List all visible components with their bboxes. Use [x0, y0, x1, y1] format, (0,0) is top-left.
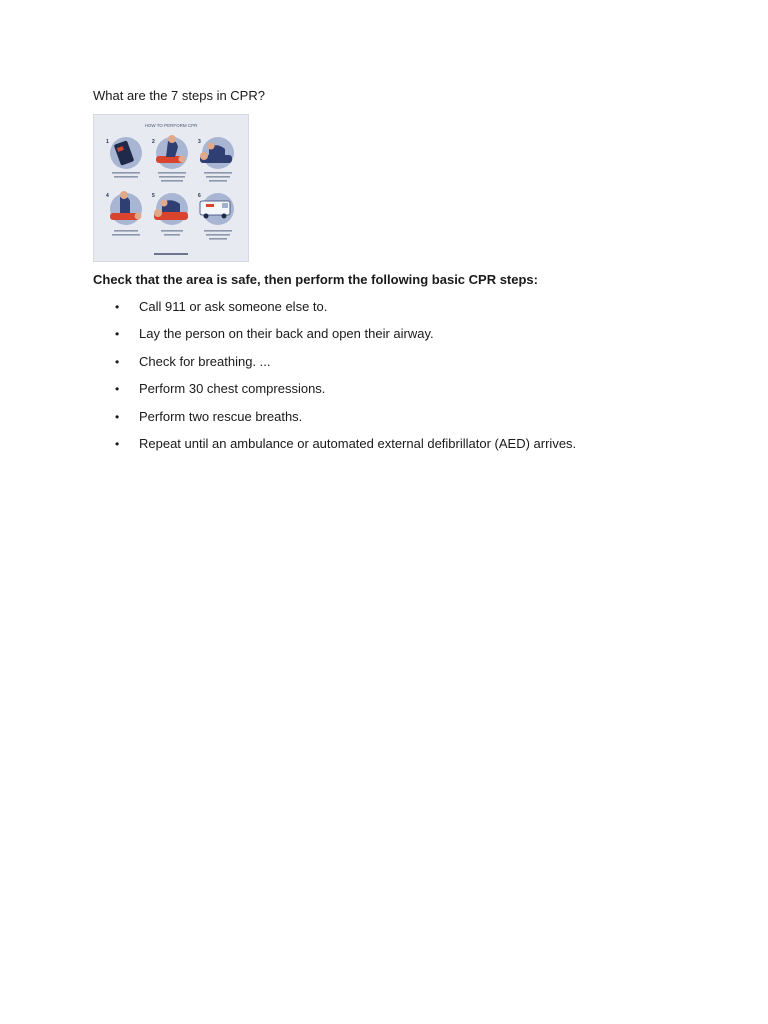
- question-heading: What are the 7 steps in CPR?: [93, 88, 265, 103]
- phone-call-icon: [110, 137, 142, 169]
- illustration-title: HOW TO PERFORM CPR: [144, 123, 198, 128]
- bullet-icon: •: [115, 382, 120, 397]
- bullet-icon: •: [115, 436, 120, 451]
- cpr-illustration: [93, 114, 249, 262]
- illustration-step-number-3: 3: [198, 139, 201, 145]
- illustration-step-number-4: 4: [106, 193, 109, 199]
- step-text: Perform two rescue breaths.: [139, 408, 303, 424]
- illustration-step-number-5: 5: [152, 193, 155, 199]
- ambulance-icon: [200, 193, 234, 225]
- rescue-breaths-icon: [154, 193, 188, 225]
- bullet-icon: •: [115, 354, 120, 369]
- bullet-icon: •: [115, 409, 120, 424]
- step-text: Repeat until an ambulance or automated external defibrillator (AED) arrives.: [139, 435, 577, 451]
- cpr-illustration-graphic: [94, 115, 248, 261]
- bullet-icon: •: [115, 327, 120, 342]
- step-text: Call 911 or ask someone else to.: [139, 299, 328, 314]
- step-text: Perform 30 chest compressions.: [139, 381, 326, 397]
- bullet-icon: •: [115, 300, 120, 314]
- illustration-step-number-1: 1: [106, 139, 109, 145]
- check-breathing-icon: [200, 137, 234, 169]
- step-text: Lay the person on their back and open their airway.: [139, 326, 434, 342]
- illustration-step-number-2: 2: [152, 139, 155, 145]
- open-airway-icon: [156, 135, 188, 169]
- chest-compressions-icon: [110, 191, 142, 225]
- step-text: Check for breathing. ...: [139, 353, 271, 369]
- illustration-step-number-6: 6: [198, 193, 201, 199]
- intro-paragraph: Check that the area is safe, then perform the following basic CPR steps:: [93, 272, 538, 287]
